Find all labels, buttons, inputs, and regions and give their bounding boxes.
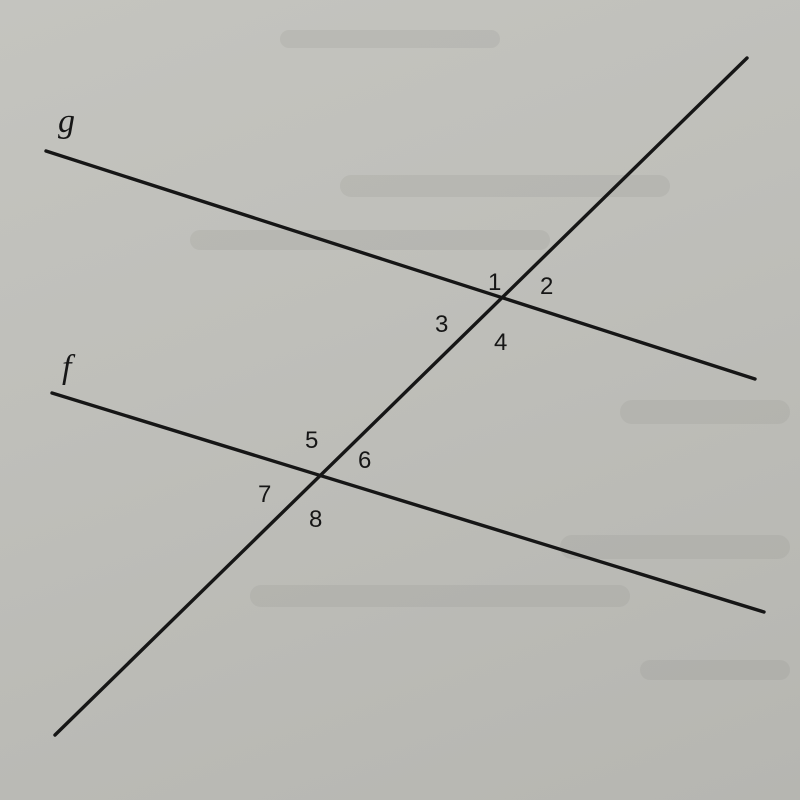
ghost-smudge — [620, 400, 790, 424]
angle-label-3: 3 — [435, 311, 449, 338]
ghost-smudge — [190, 230, 550, 250]
angle-label-1: 1 — [488, 269, 502, 296]
ghost-smudge — [280, 30, 500, 48]
line-f-label: f — [62, 349, 72, 386]
bleed-through-texture — [190, 30, 790, 680]
ghost-smudge — [560, 535, 790, 559]
angle-label-2: 2 — [540, 273, 554, 300]
angle-label-8: 8 — [309, 506, 323, 533]
ghost-smudge — [250, 585, 630, 607]
angle-label-7: 7 — [258, 481, 272, 508]
angle-label-5: 5 — [305, 427, 319, 454]
ghost-smudge — [640, 660, 790, 680]
ghost-smudge — [340, 175, 670, 197]
angle-label-6: 6 — [358, 447, 372, 474]
line-g-label: g — [58, 103, 75, 140]
angle-label-4: 4 — [494, 329, 508, 356]
transversal-line — [55, 58, 747, 735]
line-f — [52, 393, 764, 612]
